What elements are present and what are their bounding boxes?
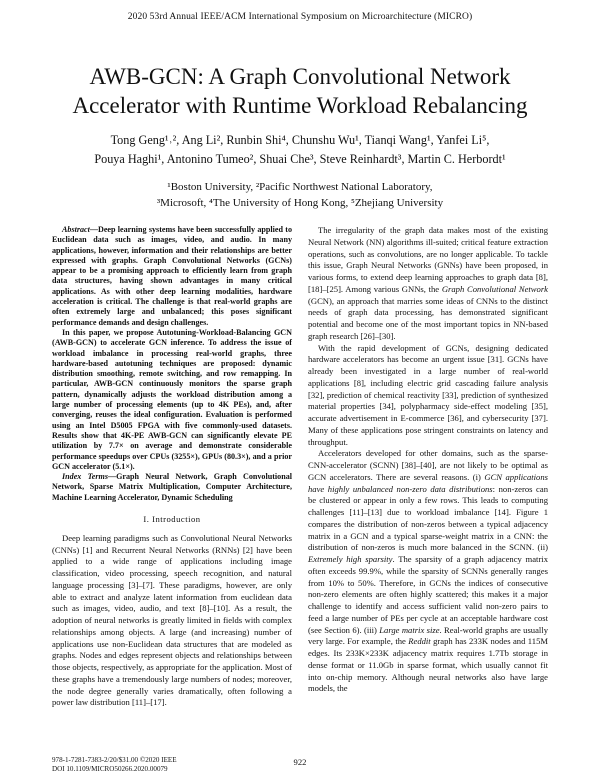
author-list bbox=[40, 131, 560, 169]
abstract-paragraph-2: In this paper, we propose Autotuning-Workload-Balancing GCN (AWB-GCN) to accelerate GCN inference. To address the issue of workload imbalance in processing real-world graphs, three hardware-based autotuning techniques are proposed: dynamic distribution smoothing, remote switching, and row remapping. In particular, AWB-GCN continuously monitors the sparse graph pattern, dynamically adjusts the workload distribution among a large number of processing elements (up to 4K PEs), and, after converging, reuses the ideal configuration. Evaluation is performed using an Intel D5005 FPGA with five commonly-used datasets. Results show that 4K-PE AWB-GCN can significantly elevate PE utilization by 7.7× on average and demonstrate considerable performance speedups over CPUs (3255×), GPUs (80.3×), and a prior GCN accelerator (5.1×). bbox=[52, 327, 292, 471]
left-column bbox=[52, 225, 292, 709]
affiliations bbox=[40, 179, 560, 211]
index-terms-label: Index Terms bbox=[62, 472, 108, 482]
conference-header: 2020 53rd Annual IEEE/ACM International Symposium on Microarchitecture (MICRO) bbox=[127, 12, 473, 22]
paper-title bbox=[40, 62, 560, 120]
isbn-line: 978-1-7281-7383-2/20/$31.00 ©2020 IEEE bbox=[52, 756, 177, 764]
abstract-text: —Deep learning systems have been successfully applied to Euclidean data such as images, video, and audio. In many applications, however, information and their relationships are better expressed with graphs. Graph Convolutional Networks (GCNs) appear to be a promising approach to efficiently learn from graph data structures, having shown advantages in many critical applications. As with other deep learning modalities, hardware acceleration is critical. The challenge is that real-world graphs are often extremely large and unbalanced; this poses significant performance demands and design challenges. bbox=[52, 225, 292, 327]
index-terms-text: —Graph Neural Network, Graph Convolutional Network, Sparse Matrix Multiplication, Computer Architecture, Machine Learning Accelerator, Dynamic Scheduling bbox=[52, 472, 293, 502]
authors-line-1: Tong Geng¹˒², Ang Li², Runbin Shi⁴, Chunshu Wu¹, Tianqi Wang¹, Yanfei Li⁵, bbox=[110, 133, 490, 147]
doi-line: DOI 10.1109/MICRO50266.2020.00079 bbox=[52, 765, 168, 773]
gcn-term: Graph Convolutional Network bbox=[441, 283, 548, 294]
right-paragraph-3: Accelerators developed for other domains, such as the sparse-CNN-accelerator (SCNN) [38]–[40], are not likely to be optimal as GCN accelerators. There are several reasons. (i) GCN applications have highly unbalanced non-zero data distributions: non-zeros can be clustered or appear in only a few rows. This leads to computing challenges [11]–[13] due to workload imbalance [14]. Figure 1 compares the distribution of non-zeros between a typical adjacency matrix in a GCN and a typical sparse-weight matrix in a CNN: the distribution of non-zeros is much more balanced in the SCNN. (ii) Extremely high sparsity. The sparsity of a graph adjacency matrix often exceeds 99.9%, while the sparsity of SCNNs generally ranges from 10% to 50%. Therefore, in GCNs the indices of consecutive non-zero elements are often highly scattered; this makes it a major challenge to identify and access sufficient valid non-zero pairs to feed a large number of PEs per cycle at an acceptable hardware cost (see Section 6). (iii) Large matrix size. Real-world graphs are usually very large. For example, the Reddit graph has 233K nodes and 115M edges. Its 233K×233K adjacency matrix requires 1.7Tb storage in dense format or 11.0Gb in sparse format, which usually cannot fit into on-chip memory. Although neural networks also have large models, the bbox=[308, 448, 549, 694]
index-terms bbox=[52, 472, 292, 503]
affiliations-line-1: ¹Boston University, ²Pacific Northwest National Laboratory, bbox=[167, 181, 433, 193]
title-line-1: AWB-GCN: A Graph Convolutional Network bbox=[89, 64, 511, 89]
authors-line-2: Pouya Haghi¹, Antonino Tumeo², Shuai Che³, Steve Reinhardt³, Martin C. Herbordt¹ bbox=[94, 152, 506, 166]
abstract bbox=[52, 225, 292, 328]
section-heading-introduction: I. Introduction bbox=[143, 514, 201, 525]
right-paragraph-2: With the rapid development of GCNs, designing dedicated hardware accelerators has become an urgent issue [31]. GCNs have already been investigated in a large number of real-world applications [8], including electric grid cascading failure analysis [32], prediction of chemical reactivity [33], prediction of synthesized material properties [34], polypharmacy side-effect modeling [35], accurate advertisement in E-commerce [36], and cybersecurity [37]. Many of these applications pose stringent constraints on latency and throughput. bbox=[308, 342, 548, 447]
title-line-2: Accelerator with Runtime Workload Rebalancing bbox=[72, 93, 528, 118]
affiliations-line-2: ³Microsoft, ⁴The University of Hong Kong, ⁵Zhejiang University bbox=[156, 197, 444, 209]
page-number: 922 bbox=[293, 757, 307, 767]
abstract-label: Abstract bbox=[62, 225, 90, 234]
intro-paragraph-1: Deep learning paradigms such as Convolutional Neural Networks (CNNs) [1] and Recurrent Neural Networks (RNNs) [2] have been applied to a wide range of applications including image classification, video processing, speech recognition, and natural language processing [3]–[7]. These paradigms, however, are only able to extract and analyze latent information from euclidean data such as images, video, audio, and text [8]–[10]. As a result, the adoption of neural networks is greatly limited in fields with complex relationships among objects. A large (and increasing) number of applications use non-Euclidean data structures that are modeled as graphs. Nodes and edges represent objects and relationships between those objects, respectively, as appropriate for the application. Most of these graphs have a tremendously large numbers of nodes; moreover, the node degree generally varies dramatically, often following a power law distribution [11]–[17]. bbox=[52, 532, 292, 708]
right-column bbox=[308, 225, 548, 695]
right-paragraph-1: The irregularity of the graph data makes most of the existing Neural Network (NN) algorithms ill-suited; critical feature extraction operations, such as convolutions, are no longer applicable. To tackle this issue, Graph Neural Networks (GNNs) have been proposed, in various forms, to extend deep learning approaches to graph data [8], [18]–[25]. Among various GNNs, the Graph Convolutional Network (GCN), an approach that marries some ideas of CNNs to the distinct needs of graph data processing, has demonstrated significant potential and become one of the most important topics in NN-based graph research [26]–[30]. bbox=[308, 225, 548, 341]
